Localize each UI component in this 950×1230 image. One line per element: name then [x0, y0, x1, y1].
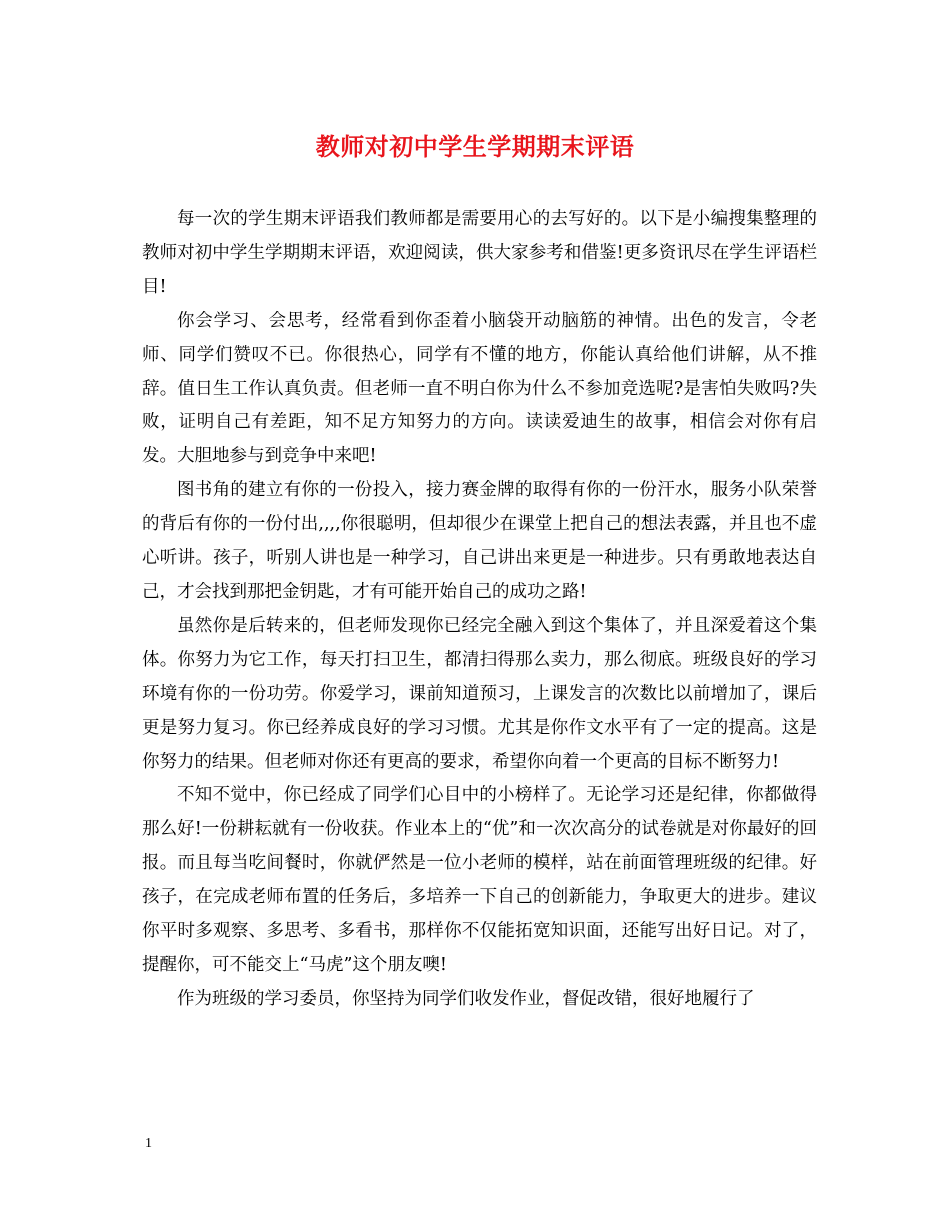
page-number: 1 [145, 1136, 152, 1151]
paragraph-intro: 每一次的学生期末评语我们教师都是需要用心的去写好的。以下是小编搜集整理的教师对初中学生学期期末评语，欢迎阅读，供大家参考和借鉴!更多资讯尽在学生评语栏目! [142, 209, 817, 297]
paragraph-comment-2: 图书角的建立有你的一份投入，接力赛金牌的取得有你的一份汗水，服务小队荣誉的背后有你的一份付出,,,,你很聪明，但却很少在课堂上把自己的想法表露，并且也不虚心听讲。孩子，听别人讲也是一种学习，自己讲出来更是一种进步。只有勇敢地表达自己，才会找到那把金钥匙，才有可能开始自己的成功之路! [142, 480, 817, 602]
paragraph-comment-1: 你会学习、会思考，经常看到你歪着小脑袋开动脑筋的神情。出色的发言，令老师、同学们赞叹不已。你很热心，同学有不懂的地方，你能认真给他们讲解，从不推辞。值日生工作认真负责。但老师一直不明白你为什么不参加竞选呢?是害怕失败吗?失败，证明自己有差距，知不足方知努力的方向。读读爱迪生的故事，相信会对你有启发。大胆地参与到竞争中来吧! [142, 310, 817, 467]
paragraph-comment-3: 虽然你是后转来的，但老师发现你已经完全融入到这个集体了，并且深爱着这个集体。你努力为它工作，每天打扫卫生，都清扫得那么卖力，那么彻底。班级良好的学习环境有你的一份功劳。你爱学习，课前知道预习，上课发言的次数比以前增加了，课后更是努力复习。你已经养成良好的学习习惯。尤其是你作文水平有了一定的提高。这是你努力的结果。但老师对你还有更高的要求，希望你向着一个更高的目标不断努力! [142, 615, 817, 772]
paragraph-comment-4: 不知不觉中，你已经成了同学们心目中的小榜样了。无论学习还是纪律，你都做得那么好!一份耕耘就有一份收获。作业本上的“优”和一次次高分的试卷就是对你最好的回报。而且每当吃间餐时，你就俨然是一位小老师的模样，站在前面管理班级的纪律。好孩子，在完成老师布置的任务后，多培养一下自己的创新能力，争取更大的进步。建议你平时多观察、多思考、多看书，那样你不仅能拓宽知识面，还能写出好日记。对了，提醒你，可不能交上“马虎”这个朋友噢! [142, 785, 817, 975]
paragraph-comment-5: 作为班级的学习委员，你坚持为同学们收发作业，督促改错，很好地履行了 [177, 988, 755, 1009]
document-body [142, 203, 817, 1017]
document-title: 教师对初中学生学期期末评语 [315, 132, 635, 161]
